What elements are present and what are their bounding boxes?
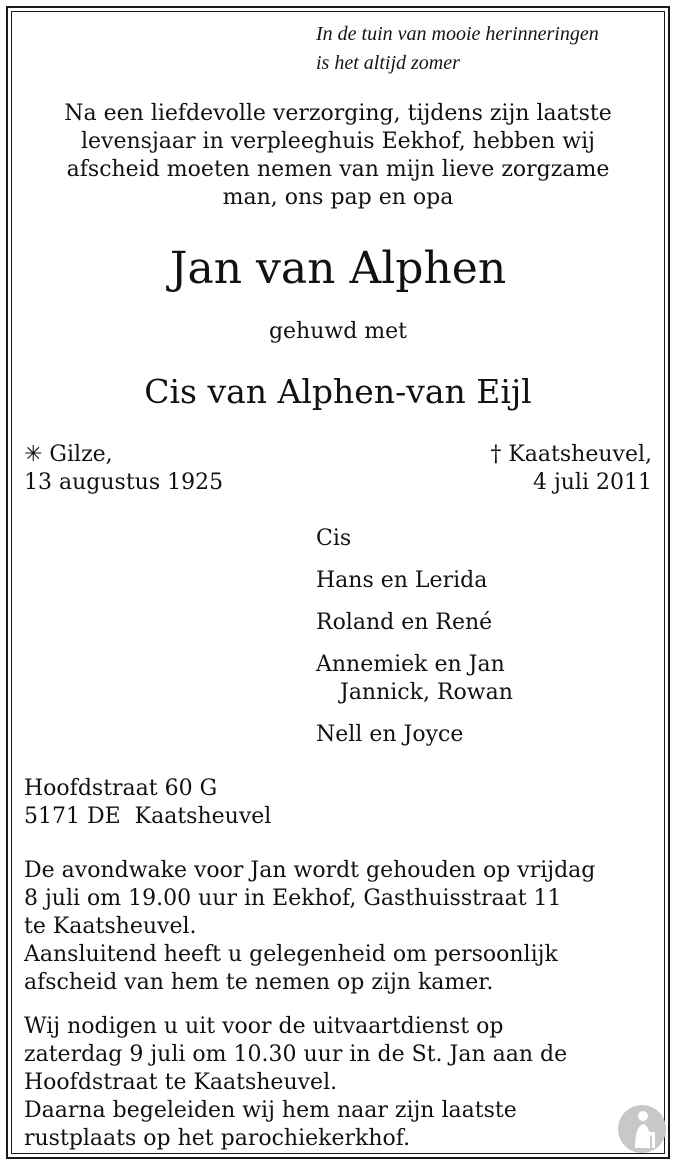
motto-line: is het altijd zomer <box>316 52 460 74</box>
birth-date: 13 augustus 1925 <box>24 470 224 495</box>
birth-place: ✳ Gilze, <box>24 442 113 467</box>
intro-line: afscheid moeten nemen van mijn lieve zorgzame <box>66 157 610 182</box>
family-member-line: Roland en René <box>316 610 493 635</box>
address-city: 5171 DE Kaatsheuvel <box>24 804 272 829</box>
death-info <box>490 441 652 497</box>
funeral-line: Hoofdstraat te Kaatsheuvel. <box>24 1070 338 1095</box>
address-street: Hoofdstraat 60 G <box>24 776 218 801</box>
funeral-line: rustplaats op het parochiekerkhof. <box>24 1126 411 1151</box>
family-member <box>316 525 513 553</box>
funeral-line: Wij nodigen u uit voor de uitvaartdienst op <box>24 1014 504 1039</box>
intro-line: Na een liefdevolle verzorging, tijdens zijn laatste <box>64 101 612 126</box>
intro-line: levensjaar in verpleeghuis Eekhof, hebben wij <box>81 129 595 154</box>
spouse-name: Cis van Alphen-van Eijl <box>144 372 532 411</box>
wake-line: 8 juli om 19.00 uur in Eekhof, Gasthuisstraat 11 <box>24 886 562 911</box>
family-member <box>316 651 513 707</box>
family-member-line: Hans en Lerida <box>316 568 488 593</box>
memorial-figure-icon <box>617 1104 667 1154</box>
wake-line: afscheid van hem te nemen op zijn kamer. <box>24 970 494 995</box>
family-member-line: Cis <box>316 526 352 551</box>
funeral-line: zaterdag 9 juli om 10.30 uur in de St. Jan aan de <box>24 1042 568 1067</box>
funeral-line: Daarna begeleiden wij hem naar zijn laatste <box>24 1098 517 1123</box>
wake-line: Aansluitend heeft u gelegenheid om persoonlijk <box>24 942 558 967</box>
motto <box>316 20 599 78</box>
birth-info <box>24 441 223 497</box>
intro-text <box>22 100 654 212</box>
funeral-paragraph <box>24 1013 567 1153</box>
death-date: 4 juli 2011 <box>532 470 652 495</box>
family-member-line: Annemiek en Jan <box>316 652 505 677</box>
family-member <box>316 567 513 595</box>
wake-line: De avondwake voor Jan wordt gehouden op vrijdag <box>24 858 596 883</box>
wake-line: te Kaatsheuvel. <box>24 914 197 939</box>
family-member <box>316 609 513 637</box>
address <box>24 775 271 831</box>
wake-paragraph <box>24 857 595 997</box>
family-list <box>316 525 513 763</box>
family-member-line: Nell en Joyce <box>316 722 464 747</box>
motto-line: In de tuin van mooie herinneringen <box>316 23 599 45</box>
death-place: † Kaatsheuvel, <box>490 442 652 467</box>
intro-line: man, ons pap en opa <box>222 185 454 210</box>
deceased-name: Jan van Alphen <box>169 243 507 294</box>
married-label: gehuwd met <box>268 319 408 344</box>
family-grandchildren: Jannick, Rowan <box>340 680 513 705</box>
family-member <box>316 721 513 749</box>
